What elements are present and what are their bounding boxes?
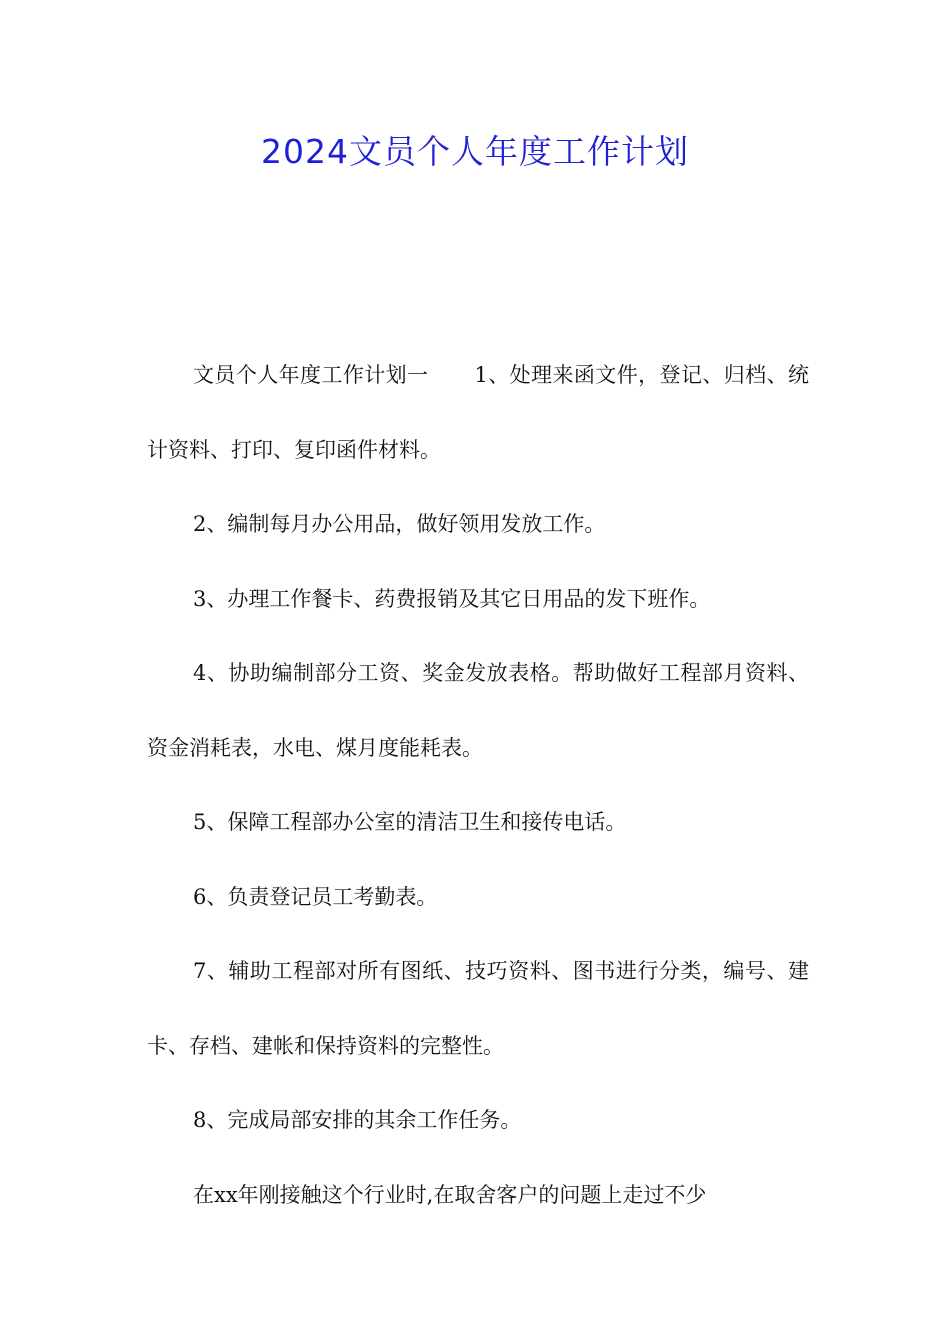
document-title: 2024文员个人年度工作计划 bbox=[261, 132, 689, 171]
paragraph-4: 4、协助编制部分工资、奖金发放表格。帮助做好工程部月资料、资金消耗表，水电、煤月度能耗表。 bbox=[147, 661, 809, 760]
paragraph-7: 7、辅助工程部对所有图纸、技巧资料、图书进行分类，编号、建卡、存档、建帐和保持资料的完整性。 bbox=[147, 959, 809, 1058]
section-heading: 文员个人年度工作计划一 bbox=[193, 363, 429, 387]
paragraph-6: 6、负责登记员工考勤表。 bbox=[193, 884, 438, 909]
paragraph-2: 2、编制每月办公用品，做好领用发放工作。 bbox=[193, 512, 606, 536]
paragraph-9: 在xx年刚接触这个行业时,在取舍客户的问题上走过不少 bbox=[193, 1182, 707, 1207]
paragraph-text: 1、处理来函文件，登记、归档、统计资料、打印、复印函件材料。 bbox=[147, 363, 809, 462]
paragraph-1 bbox=[147, 338, 809, 487]
paragraph-3: 3、办理工作餐卡、药费报销及其它日用品的发下班作。 bbox=[193, 586, 711, 611]
document-body bbox=[147, 338, 809, 1232]
paragraph-5: 5、保障工程部办公室的清洁卫生和接传电话。 bbox=[193, 810, 627, 834]
paragraph-8: 8、完成局部安排的其余工作任务。 bbox=[193, 1108, 522, 1132]
